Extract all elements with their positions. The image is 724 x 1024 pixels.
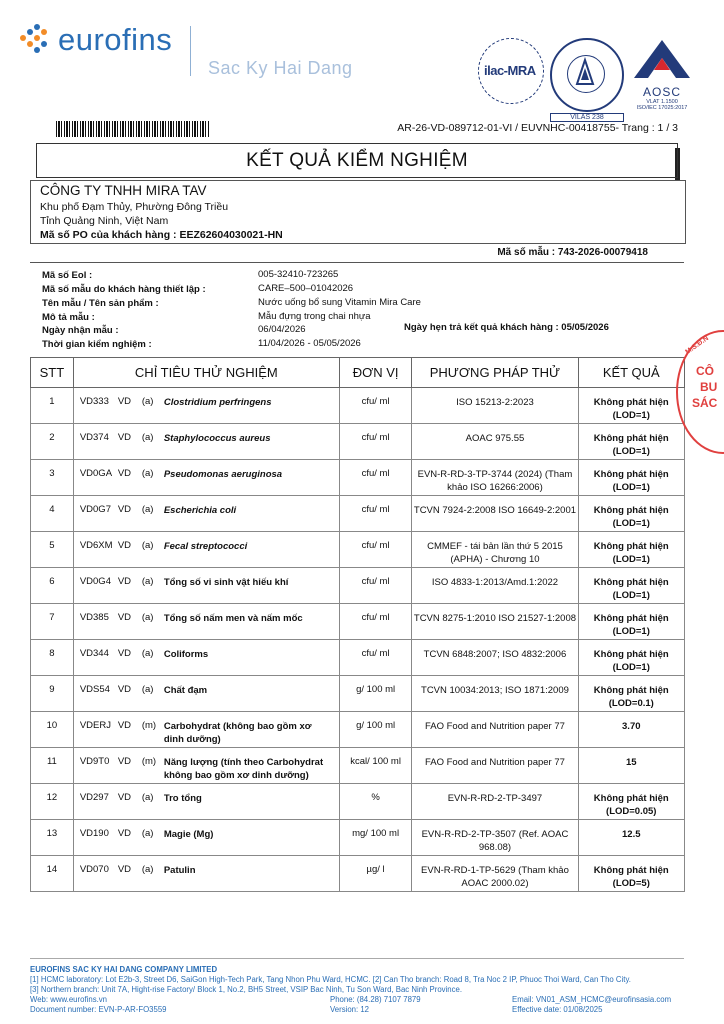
row-test-mark: (m) bbox=[141, 756, 157, 767]
row-test bbox=[73, 532, 339, 568]
row-method: EVN-R-RD-1-TP-5629 (Tham khảo AOAC 2000.02) bbox=[412, 856, 578, 892]
row-test-vd: VD bbox=[117, 792, 132, 803]
row-test-mark: (a) bbox=[141, 612, 154, 623]
row-test-code: VD385 bbox=[79, 612, 109, 623]
document-reference: AR-26-VD-089712-01-VI / EUVNHC-00418755- Trang : 1 / 3 bbox=[397, 122, 678, 134]
row-test bbox=[73, 568, 339, 604]
row-test-code: VD374 bbox=[79, 432, 109, 443]
row-method: EVN-R-RD-2-TP-3507 (Ref. AOAC 968.08) bbox=[412, 820, 578, 856]
row-test-code: VDERJ bbox=[79, 720, 111, 731]
row-unit: cfu/ ml bbox=[339, 604, 412, 640]
header-test: CHỈ TIÊU THỬ NGHIỆM bbox=[73, 358, 339, 388]
row-result: Không phát hiện (LOD=1) bbox=[578, 568, 684, 604]
row-test-vd: VD bbox=[117, 720, 132, 731]
info-value-description: Mẫu đựng trong chai nhựa bbox=[258, 311, 371, 322]
boa-seal-icon bbox=[550, 38, 624, 112]
row-test-vd: VD bbox=[117, 504, 132, 515]
row-test-vd: VD bbox=[117, 576, 132, 587]
row-test-mark: (a) bbox=[141, 504, 154, 515]
header-method: PHƯƠNG PHÁP THỬ bbox=[412, 358, 578, 388]
row-stt: 8 bbox=[31, 640, 74, 676]
row-result: Không phát hiện (LOD=0.1) bbox=[578, 676, 684, 712]
eurofins-logo bbox=[18, 22, 172, 58]
table-row bbox=[31, 820, 685, 856]
row-method: AOAC 975.55 bbox=[412, 424, 578, 460]
row-test-mark: (a) bbox=[141, 468, 154, 479]
brand-name: eurofins bbox=[58, 22, 173, 57]
row-test-mark: (a) bbox=[141, 432, 154, 443]
row-unit: kcal/ 100 ml bbox=[339, 748, 412, 784]
row-unit: cfu/ ml bbox=[339, 460, 412, 496]
row-test bbox=[73, 748, 339, 784]
row-result: Không phát hiện (LOD=5) bbox=[578, 856, 684, 892]
row-result: Không phát hiện (LOD=1) bbox=[578, 460, 684, 496]
row-test-name: Pseudomonas aeruginosa bbox=[163, 469, 283, 480]
info-value-eol: 005-32410-723265 bbox=[258, 269, 339, 280]
company-stamp: CÔ BU SÁC M.S.Đ.N bbox=[676, 330, 724, 454]
row-test-code: VD333 bbox=[79, 396, 109, 407]
row-test-mark: (a) bbox=[141, 792, 154, 803]
row-test-name: Clostridium perfringens bbox=[163, 397, 272, 408]
row-test-mark: (m) bbox=[141, 720, 157, 731]
row-method: TCVN 8275-1:2010 ISO 21527-1:2008 bbox=[412, 604, 578, 640]
row-test-name: Fecal streptococci bbox=[163, 541, 248, 552]
page-title: KẾT QUẢ KIỂM NGHIỆM bbox=[246, 150, 468, 171]
row-test-name: Tổng số vi sinh vật hiếu khí bbox=[163, 577, 289, 588]
table-row bbox=[31, 388, 685, 424]
customer-po: Mã số PO của khách hàng : EEZ62604030021-HN bbox=[40, 229, 283, 241]
accreditation-logos bbox=[478, 38, 694, 122]
row-method: EVN-R-RD-3-TP-3744 (2024) (Tham khảo ISO 16266:2006) bbox=[412, 460, 578, 496]
row-unit: cfu/ ml bbox=[339, 640, 412, 676]
table-row bbox=[31, 460, 685, 496]
row-result: Không phát hiện (LOD=1) bbox=[578, 388, 684, 424]
row-unit: cfu/ ml bbox=[339, 532, 412, 568]
row-stt: 6 bbox=[31, 568, 74, 604]
row-test-code: VD0G7 bbox=[79, 504, 111, 515]
row-test-vd: VD bbox=[117, 828, 132, 839]
table-row bbox=[31, 640, 685, 676]
eurofins-dots-icon bbox=[18, 23, 52, 57]
row-stt: 1 bbox=[31, 388, 74, 424]
info-label-product: Tên mẫu / Tên sản phẩm : bbox=[42, 298, 159, 309]
row-stt: 13 bbox=[31, 820, 74, 856]
row-test-vd: VD bbox=[117, 756, 132, 767]
customer-name: CÔNG TY TNHH MIRA TAV bbox=[40, 183, 207, 198]
row-unit: µg/ l bbox=[339, 856, 412, 892]
row-unit: cfu/ ml bbox=[339, 424, 412, 460]
row-test-code: VD0GA bbox=[79, 468, 113, 479]
row-method: FAO Food and Nutrition paper 77 bbox=[412, 748, 578, 784]
row-stt: 14 bbox=[31, 856, 74, 892]
row-test-name: Tổng số nấm men và nấm mốc bbox=[163, 613, 303, 624]
row-method: EVN-R-RD-2-TP-3497 bbox=[412, 784, 578, 820]
row-result: 3.70 bbox=[578, 712, 684, 748]
footer-address-1: [1] HCMC laboratory: Lot E2b-3, Street D6, SaiGon High-Tech Park, Tang Nhon Phu Ward, HCMC. [2] Can Tho branch: Road 8, Tra Noc 2 IP, Phuoc Thoi Ward, Can Tho City. bbox=[30, 975, 631, 984]
row-test-name: Carbohydrat (không bao gồm xơ dinh dưỡng) bbox=[163, 721, 312, 745]
table-row bbox=[31, 856, 685, 892]
footer-company: EUROFINS SAC KY HAI DANG COMPANY LIMITED bbox=[30, 965, 218, 974]
row-result: 15 bbox=[578, 748, 684, 784]
table-row bbox=[31, 568, 685, 604]
row-test-code: VD0G4 bbox=[79, 576, 111, 587]
row-test bbox=[73, 712, 339, 748]
row-test bbox=[73, 604, 339, 640]
row-test bbox=[73, 424, 339, 460]
footer-email: Email: VN01_ASM_HCMC@eurofinsasia.com bbox=[512, 995, 672, 1004]
row-stt: 5 bbox=[31, 532, 74, 568]
table-row bbox=[31, 676, 685, 712]
row-result: Không phát hiện (LOD=1) bbox=[578, 604, 684, 640]
row-test-mark: (a) bbox=[141, 396, 154, 407]
row-test bbox=[73, 496, 339, 532]
footer-effective: Effective date: 01/08/2025 bbox=[512, 1005, 603, 1014]
table-row bbox=[31, 604, 685, 640]
footer-docnum: Document number: EVN-P-AR-FO3559 bbox=[30, 1005, 167, 1014]
row-test-code: VD297 bbox=[79, 792, 109, 803]
row-unit: cfu/ ml bbox=[339, 496, 412, 532]
row-stt: 12 bbox=[31, 784, 74, 820]
barcode bbox=[56, 121, 210, 137]
title-box bbox=[36, 143, 678, 178]
row-test bbox=[73, 820, 339, 856]
ilac-mra-seal-icon: ilac-MRA bbox=[478, 38, 544, 104]
row-method: TCVN 6848:2007; ISO 4832:2006 bbox=[412, 640, 578, 676]
row-stt: 2 bbox=[31, 424, 74, 460]
table-header-row bbox=[31, 358, 685, 388]
customer-address-1: Khu phố Đạm Thủy, Phường Đông Triều bbox=[40, 201, 229, 213]
table-row bbox=[31, 532, 685, 568]
row-test-name: Tro tổng bbox=[163, 793, 202, 804]
row-method: ISO 15213-2:2023 bbox=[412, 388, 578, 424]
row-result: Không phát hiện (LOD=1) bbox=[578, 640, 684, 676]
row-stt: 7 bbox=[31, 604, 74, 640]
row-method: FAO Food and Nutrition paper 77 bbox=[412, 712, 578, 748]
row-test bbox=[73, 388, 339, 424]
row-test-vd: VD bbox=[117, 864, 132, 875]
row-test-mark: (a) bbox=[141, 864, 154, 875]
appointment-date: Ngày hẹn trả kết quả khách hàng : 05/05/2026 bbox=[404, 322, 609, 333]
customer-address-2: Tỉnh Quảng Ninh, Việt Nam bbox=[40, 215, 169, 227]
row-result: Không phát hiện (LOD=1) bbox=[578, 424, 684, 460]
row-method: TCVN 10034:2013; ISO 1871:2009 bbox=[412, 676, 578, 712]
section-divider bbox=[30, 262, 684, 263]
header-unit: ĐƠN VỊ bbox=[339, 358, 412, 388]
row-unit: % bbox=[339, 784, 412, 820]
row-test-code: VD9T0 bbox=[79, 756, 110, 767]
footer-version: Version: 12 bbox=[330, 1005, 370, 1014]
row-test-name: Patulin bbox=[163, 865, 196, 876]
row-unit: mg/ 100 ml bbox=[339, 820, 412, 856]
info-label-client-code: Mã số mẫu do khách hàng thiết lập : bbox=[42, 284, 206, 295]
results-table bbox=[30, 357, 685, 892]
row-method: TCVN 7924-2:2008 ISO 16649-2:2001 bbox=[412, 496, 578, 532]
row-unit: cfu/ ml bbox=[339, 568, 412, 604]
row-test bbox=[73, 784, 339, 820]
row-test-vd: VD bbox=[117, 684, 132, 695]
row-test-vd: VD bbox=[117, 612, 132, 623]
table-row bbox=[31, 784, 685, 820]
info-value-product: Nước uống bổ sung Vitamin Mira Care bbox=[258, 297, 421, 308]
row-test-code: VDS54 bbox=[79, 684, 110, 695]
row-test-name: Chất đạm bbox=[163, 685, 208, 696]
row-test bbox=[73, 460, 339, 496]
header-divider bbox=[190, 26, 191, 76]
info-label-description: Mô tả mẫu : bbox=[42, 312, 95, 323]
row-unit: g/ 100 ml bbox=[339, 676, 412, 712]
row-test-mark: (a) bbox=[141, 684, 154, 695]
row-test bbox=[73, 676, 339, 712]
row-unit: cfu/ ml bbox=[339, 388, 412, 424]
header-stt: STT bbox=[31, 358, 74, 388]
info-value-client-code: CARE–500–01042026 bbox=[258, 283, 354, 294]
table-row bbox=[31, 496, 685, 532]
footer-address-2: [3] Northern branch: Unit 7A, Hight-rise Factory/ Block 1, No.2, BH5 Street, VSIP Bac Ninh, Tu Son Ward, Bac Ninh Province. bbox=[30, 985, 463, 994]
row-test-mark: (a) bbox=[141, 828, 154, 839]
company-subtitle: Sac Ky Hai Dang bbox=[208, 58, 353, 78]
row-test-name: Coliforms bbox=[163, 649, 209, 660]
table-row bbox=[31, 424, 685, 460]
row-test-code: VD6XM bbox=[79, 540, 113, 551]
table-row bbox=[31, 712, 685, 748]
row-test-mark: (a) bbox=[141, 576, 154, 587]
row-result: Không phát hiện (LOD=0.05) bbox=[578, 784, 684, 820]
row-test-code: VD190 bbox=[79, 828, 109, 839]
row-test-name: Staphylococcus aureus bbox=[163, 433, 271, 444]
row-stt: 9 bbox=[31, 676, 74, 712]
aosc-triangle-icon bbox=[632, 38, 692, 80]
row-test-vd: VD bbox=[117, 432, 132, 443]
row-test-code: VD344 bbox=[79, 648, 109, 659]
row-stt: 10 bbox=[31, 712, 74, 748]
header-result: KẾT QUẢ bbox=[578, 358, 684, 388]
aosc-logo: AOSC VLAT 1.1500 ISO/IEC 17025:2017 bbox=[630, 38, 694, 111]
row-test-mark: (a) bbox=[141, 648, 154, 659]
row-test-name: Năng lượng (tính theo Carbohydrat không bao gồm xơ dinh dưỡng) bbox=[163, 757, 324, 781]
row-test-vd: VD bbox=[117, 396, 132, 407]
row-stt: 11 bbox=[31, 748, 74, 784]
info-label-test-period: Thời gian kiểm nghiệm : bbox=[42, 339, 152, 350]
row-test-name: Magie (Mg) bbox=[163, 829, 214, 840]
info-label-eol: Mã số Eol : bbox=[42, 270, 93, 281]
row-test-vd: VD bbox=[117, 540, 132, 551]
footer-divider bbox=[30, 958, 684, 959]
row-test bbox=[73, 640, 339, 676]
vilas-label: VILAS 238 bbox=[550, 113, 624, 122]
row-test-code: VD070 bbox=[79, 864, 109, 875]
row-result: 12.5 bbox=[578, 820, 684, 856]
row-test bbox=[73, 856, 339, 892]
footer-phone: Phone: (84.28) 7107 7879 bbox=[330, 995, 421, 1004]
info-value-received: 06/04/2026 bbox=[258, 324, 306, 335]
row-result: Không phát hiện (LOD=1) bbox=[578, 532, 684, 568]
sample-code: Mã số mẫu : 743-2026-00079418 bbox=[497, 247, 648, 258]
row-method: CMMEF - tái bản lần thứ 5 2015 (APHA) - Chương 10 bbox=[412, 532, 578, 568]
row-stt: 4 bbox=[31, 496, 74, 532]
row-unit: g/ 100 ml bbox=[339, 712, 412, 748]
row-test-vd: VD bbox=[117, 648, 132, 659]
row-test-vd: VD bbox=[117, 468, 132, 479]
row-result: Không phát hiện (LOD=1) bbox=[578, 496, 684, 532]
info-value-test-period: 11/04/2026 - 05/05/2026 bbox=[258, 338, 361, 349]
footer-web: Web: www.eurofins.vn bbox=[30, 995, 107, 1004]
row-test-mark: (a) bbox=[141, 540, 154, 551]
row-method: ISO 4833-1:2013/Amd.1:2022 bbox=[412, 568, 578, 604]
row-stt: 3 bbox=[31, 460, 74, 496]
row-test-name: Escherichia coli bbox=[163, 505, 237, 516]
table-row bbox=[31, 748, 685, 784]
info-label-received: Ngày nhận mẫu : bbox=[42, 325, 119, 336]
